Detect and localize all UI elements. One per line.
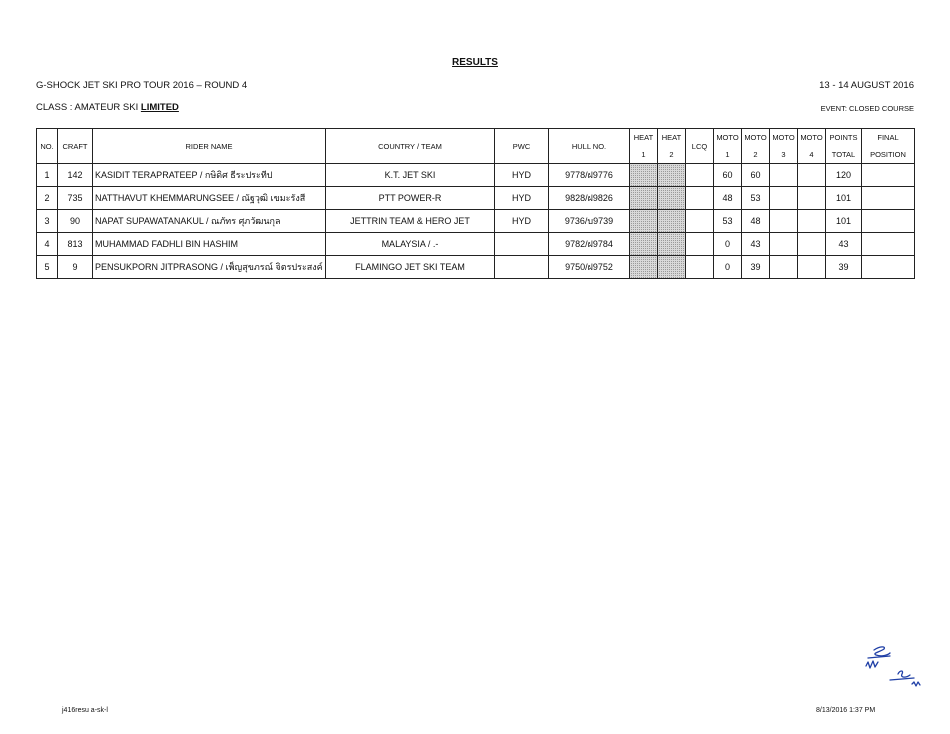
cell-heat2 <box>658 210 686 233</box>
header-hull-no: HULL NO. <box>549 129 630 164</box>
cell-lcq <box>686 210 714 233</box>
footer-printed-timestamp: 8/13/2016 1:37 PM <box>816 707 876 714</box>
cell-moto4 <box>798 233 826 256</box>
class-prefix: CLASS : AMATEUR SKI <box>36 102 141 113</box>
header-moto1-number: 1 <box>714 146 742 164</box>
cell-heat1 <box>630 164 658 187</box>
cell-craft: 142 <box>58 164 93 187</box>
cell-country-team: FLAMINGO JET SKI TEAM <box>326 256 495 279</box>
header-points-total: TOTAL <box>826 146 862 164</box>
cell-hull-no: 9778/ฝ9776 <box>549 164 630 187</box>
cell-no: 2 <box>37 187 58 210</box>
header-final-position: POSITION <box>862 146 915 164</box>
cell-lcq <box>686 164 714 187</box>
cell-country-team: JETTRIN TEAM & HERO JET <box>326 210 495 233</box>
cell-rider-name: NAPAT SUPAWATANAKUL / ณภัทร ศุภวัฒนกุล <box>93 210 326 233</box>
results-title: RESULTS <box>452 57 498 68</box>
cell-rider-name: MUHAMMAD FADHLI BIN HASHIM <box>93 233 326 256</box>
table-header-row <box>37 129 915 147</box>
table-row <box>37 256 915 279</box>
cell-lcq <box>686 256 714 279</box>
footer-file-id: j416resu a-sk-l <box>62 707 108 714</box>
cell-pwc <box>495 256 549 279</box>
cell-moto2: 60 <box>742 164 770 187</box>
cell-no: 4 <box>37 233 58 256</box>
header-moto3: MOTO <box>770 129 798 147</box>
cell-moto4 <box>798 187 826 210</box>
cell-heat1 <box>630 187 658 210</box>
cell-moto3 <box>770 256 798 279</box>
header-moto4: MOTO <box>798 129 826 147</box>
cell-final-position <box>862 210 915 233</box>
header-final: FINAL <box>862 129 915 147</box>
cell-craft: 90 <box>58 210 93 233</box>
cell-pwc <box>495 233 549 256</box>
header-moto1: MOTO <box>714 129 742 147</box>
cell-rider-name: KASIDIT TERAPRATEEP / กษิดิศ ธีระประทีป <box>93 164 326 187</box>
event-name: G-SHOCK JET SKI PRO TOUR 2016 – ROUND 4 <box>36 80 248 91</box>
cell-hull-no: 9750/ฝ9752 <box>549 256 630 279</box>
cell-moto3 <box>770 187 798 210</box>
cell-moto1: 60 <box>714 164 742 187</box>
header-country-team: COUNTRY / TEAM <box>326 129 495 164</box>
cell-no: 3 <box>37 210 58 233</box>
header-points: POINTS <box>826 129 862 147</box>
cell-points-total: 101 <box>826 187 862 210</box>
cell-moto4 <box>798 256 826 279</box>
table-row <box>37 233 915 256</box>
cell-craft: 9 <box>58 256 93 279</box>
cell-moto3 <box>770 233 798 256</box>
cell-moto1: 0 <box>714 256 742 279</box>
handwritten-signature <box>860 638 930 694</box>
cell-rider-name: PENSUKPORN JITPRASONG / เพ็ญสุขภรณ์ จิตรประสงค์ <box>93 256 326 279</box>
cell-heat1 <box>630 210 658 233</box>
cell-points-total: 101 <box>826 210 862 233</box>
header-pwc: PWC <box>495 129 549 164</box>
cell-no: 1 <box>37 164 58 187</box>
header-rider-name: RIDER NAME <box>93 129 326 164</box>
cell-moto4 <box>798 210 826 233</box>
cell-moto2: 39 <box>742 256 770 279</box>
cell-hull-no: 9736/บ9739 <box>549 210 630 233</box>
cell-lcq <box>686 233 714 256</box>
cell-final-position <box>862 256 915 279</box>
cell-moto2: 48 <box>742 210 770 233</box>
cell-pwc: HYD <box>495 164 549 187</box>
cell-no: 5 <box>37 256 58 279</box>
cell-rider-name: NATTHAVUT KHEMMARUNGSEE / ณัฐวุฒิ เขมะรังสี <box>93 187 326 210</box>
class-name: LIMITED <box>140 102 179 113</box>
cell-final-position <box>862 187 915 210</box>
header-moto2-number: 2 <box>742 146 770 164</box>
cell-craft: 813 <box>58 233 93 256</box>
event-type: EVENT: CLOSED COURSE <box>820 104 914 113</box>
table-row <box>37 187 915 210</box>
cell-pwc: HYD <box>495 210 549 233</box>
header-heat1-number: 1 <box>630 146 658 164</box>
header-heat2: HEAT <box>658 129 686 147</box>
cell-moto3 <box>770 210 798 233</box>
cell-hull-no: 9828/ฝ9826 <box>549 187 630 210</box>
header-craft: CRAFT <box>58 129 93 164</box>
event-date: 13 - 14 AUGUST 2016 <box>819 80 914 91</box>
header-heat2-number: 2 <box>658 146 686 164</box>
cell-final-position <box>862 164 915 187</box>
table-row <box>37 210 915 233</box>
cell-moto4 <box>798 164 826 187</box>
cell-lcq <box>686 187 714 210</box>
header-moto2: MOTO <box>742 129 770 147</box>
cell-final-position <box>862 233 915 256</box>
header-lcq: LCQ <box>686 129 714 164</box>
table-row <box>37 164 915 187</box>
cell-hull-no: 9782/ฝ9784 <box>549 233 630 256</box>
cell-heat1 <box>630 256 658 279</box>
cell-country-team: PTT POWER-R <box>326 187 495 210</box>
cell-moto2: 43 <box>742 233 770 256</box>
cell-points-total: 120 <box>826 164 862 187</box>
cell-moto2: 53 <box>742 187 770 210</box>
class-line <box>36 102 179 113</box>
header-heat1: HEAT <box>630 129 658 147</box>
cell-craft: 735 <box>58 187 93 210</box>
cell-moto3 <box>770 164 798 187</box>
header-moto3-number: 3 <box>770 146 798 164</box>
cell-country-team: K.T. JET SKI <box>326 164 495 187</box>
header-moto4-number: 4 <box>798 146 826 164</box>
cell-country-team: MALAYSIA / .- <box>326 233 495 256</box>
cell-moto1: 48 <box>714 187 742 210</box>
cell-heat2 <box>658 256 686 279</box>
cell-moto1: 53 <box>714 210 742 233</box>
cell-points-total: 43 <box>826 233 862 256</box>
cell-heat1 <box>630 233 658 256</box>
cell-heat2 <box>658 233 686 256</box>
cell-moto1: 0 <box>714 233 742 256</box>
header-no: NO. <box>37 129 58 164</box>
cell-pwc: HYD <box>495 187 549 210</box>
cell-points-total: 39 <box>826 256 862 279</box>
results-table <box>36 128 915 279</box>
cell-heat2 <box>658 164 686 187</box>
cell-heat2 <box>658 187 686 210</box>
